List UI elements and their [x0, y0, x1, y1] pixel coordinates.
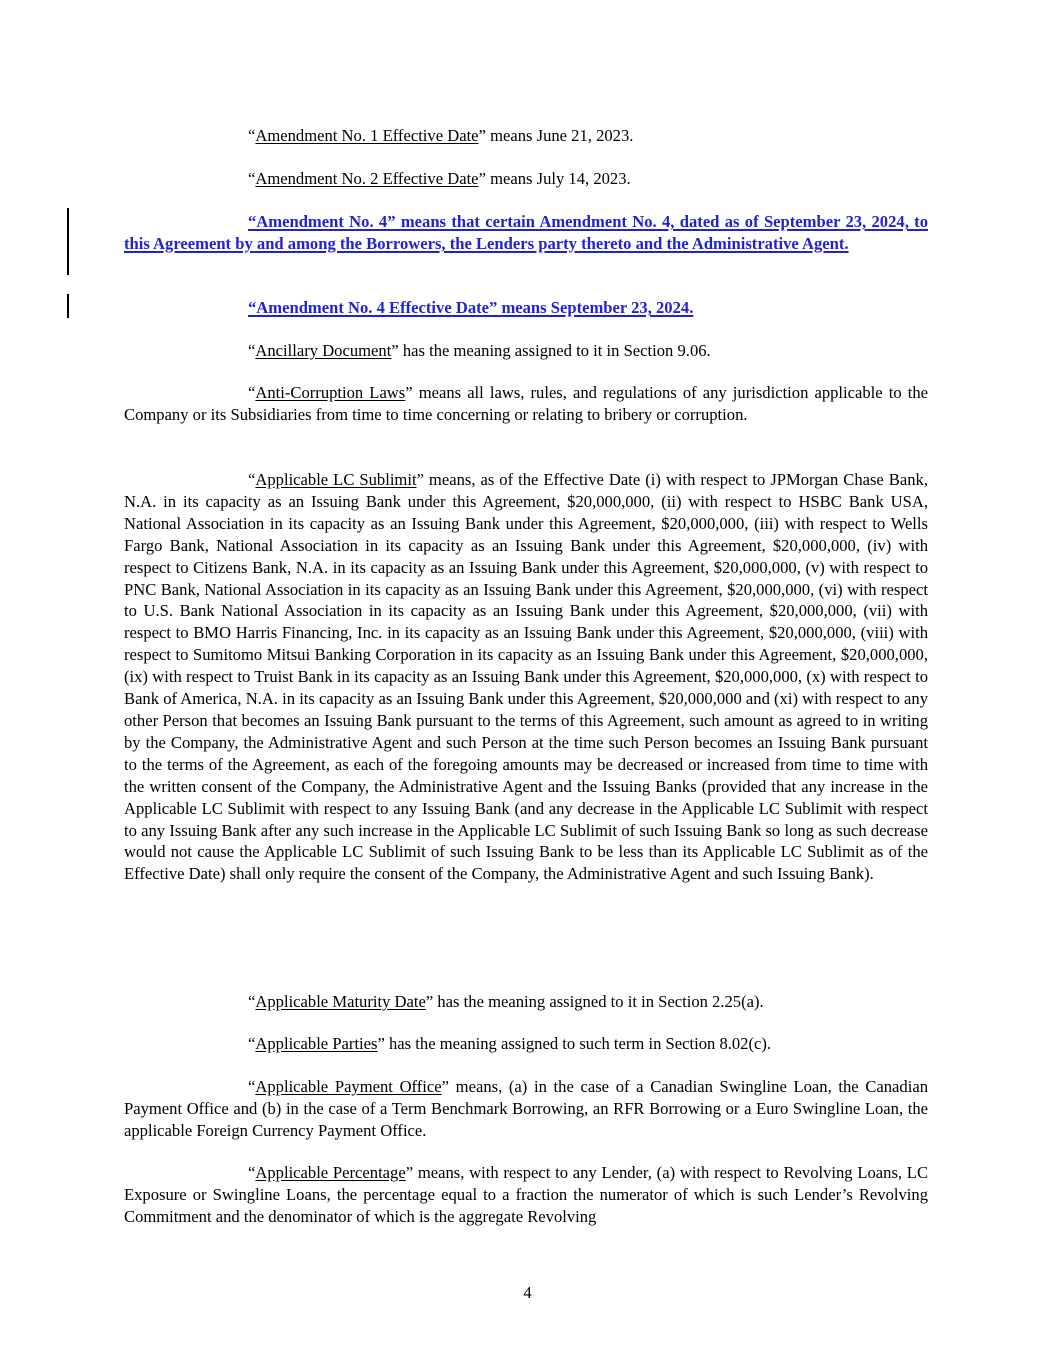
definition-applicable-maturity-date: “Applicable Maturity Date” has the meaning assigned to it in Section 2.25(a).: [248, 992, 764, 1011]
change-bar: [67, 208, 69, 275]
definition-applicable-percentage: “Applicable Percentage” means, with respect to any Lender, (a) with respect to Revolving Loans, LC Exposure or Swingline Loans, the percentage equal to a fraction the numerator of which is such Lender’s Revolving Commitment and the denominator of which is the aggregate Revolving: [124, 1163, 929, 1226]
defined-term: Anti-Corruption Laws: [255, 383, 406, 402]
page-number: 4: [523, 1283, 532, 1302]
defined-term: Applicable LC Sublimit: [255, 470, 417, 489]
change-bar: [67, 294, 69, 318]
defined-term: Applicable Maturity Date: [255, 992, 426, 1011]
definition-amendment-4: [124, 211, 928, 255]
defined-term: Applicable Payment Office: [255, 1077, 442, 1096]
definition-amendment-2-effective-date: “Amendment No. 2 Effective Date” means July 14, 2023.: [248, 169, 631, 188]
definition-amendment-4-effective-date: [124, 297, 928, 319]
defined-term: Amendment No. 1 Effective Date: [255, 126, 479, 145]
inserted-text: “Amendment No. 4 Effective Date” means September 23, 2024.: [248, 298, 694, 317]
defined-term: Amendment No. 2 Effective Date: [255, 169, 479, 188]
inserted-text: “Amendment No. 4” means that certain Amendment No. 4, dated as of September 23, 2024, to this Agreement by and among the Borrowers, the Lenders party thereto and the Administrative Agent.: [124, 212, 928, 253]
defined-term: Ancillary Document: [255, 341, 392, 360]
definition-amendment-1-effective-date: “Amendment No. 1 Effective Date” means June 21, 2023.: [248, 126, 634, 145]
definition-applicable-lc-sublimit: “Applicable LC Sublimit” means, as of the Effective Date (i) with respect to JPMorgan Chase Bank, N.A. in its capacity as an Issuing Bank under this Agreement, $20,000,000, (ii) with respect to HSBC Bank USA, National Association in its capacity as an Issuing Bank under this Agreement, $20,000,000, (iii) with respect to Wells Fargo Bank, National Association in its capacity as an Issuing Bank under this Agreement, $20,000,000, (iv) with respect to Citizens Bank, N.A. in its capacity as an Issuing Bank under this Agreement, $20,000,000, (v) with respect to PNC Bank, National Association in its capacity as an Issuing Bank under this Agreement, $20,000,000, (vi) with respect to U.S. Bank National Association in its capacity as an Issuing Bank under this Agreement, $20,000,000, (vii) with respect to BMO Harris Financing, Inc. in its capacity as an Issuing Bank under this Agreement, $20,000,000, (viii) with respect to Sumitomo Mitsui Banking Corporation in its capacity as an Issuing Bank under this Agreement, $20,000,000, (ix) with respect to Truist Bank in its capacity as an Issuing Bank under this Agreement, $20,000,000, (x) with respect to Bank of America, N.A. in its capacity as an Issuing Bank under this Agreement, $20,000,000 and (xi) with respect to any other Person that becomes an Issuing Bank pursuant to the terms of this Agreement, such amount as agreed to in writing by the Company, the Administrative Agent and such Person at the time such Person becomes an Issuing Bank pursuant to the terms of the Agreement, as each of the foregoing amounts may be decreased or increased from time to time with the written consent of the Company, the Administrative Agent and the Issuing Banks (provided that any increase in the Applicable LC Sublimit with respect to any Issuing Bank (and any decrease in the Applicable LC Sublimit with respect to any Issuing Bank after any such increase in the Applicable LC Sublimit of such Issuing Bank so long as such decrease would not cause the Applicable LC Sublimit of such Issuing Bank to be less than its Applicable LC Sublimit as of the Effective Date) shall only require the consent of the Company, the Administrative Agent and such Issuing Bank).: [124, 470, 928, 884]
definition-anti-corruption-laws: “Anti-Corruption Laws” means all laws, rules, and regulations of any jurisdiction applicable to the Company or its Subsidiaries from time to time concerning or relating to bribery or corruption.: [124, 383, 929, 424]
defined-term: Applicable Parties: [255, 1034, 378, 1053]
definition-applicable-parties: “Applicable Parties” has the meaning assigned to such term in Section 8.02(c).: [248, 1034, 772, 1053]
defined-term: Applicable Percentage: [255, 1163, 406, 1182]
definition-applicable-payment-office: “Applicable Payment Office” means, (a) in the case of a Canadian Swingline Loan, the Canadian Payment Office and (b) in the case of a Term Benchmark Borrowing, an RFR Borrowing or a Euro Swingline Loan, the applicable Foreign Currency Payment Office.: [124, 1077, 928, 1140]
definition-ancillary-document: “Ancillary Document” has the meaning assigned to it in Section 9.06.: [248, 341, 711, 360]
